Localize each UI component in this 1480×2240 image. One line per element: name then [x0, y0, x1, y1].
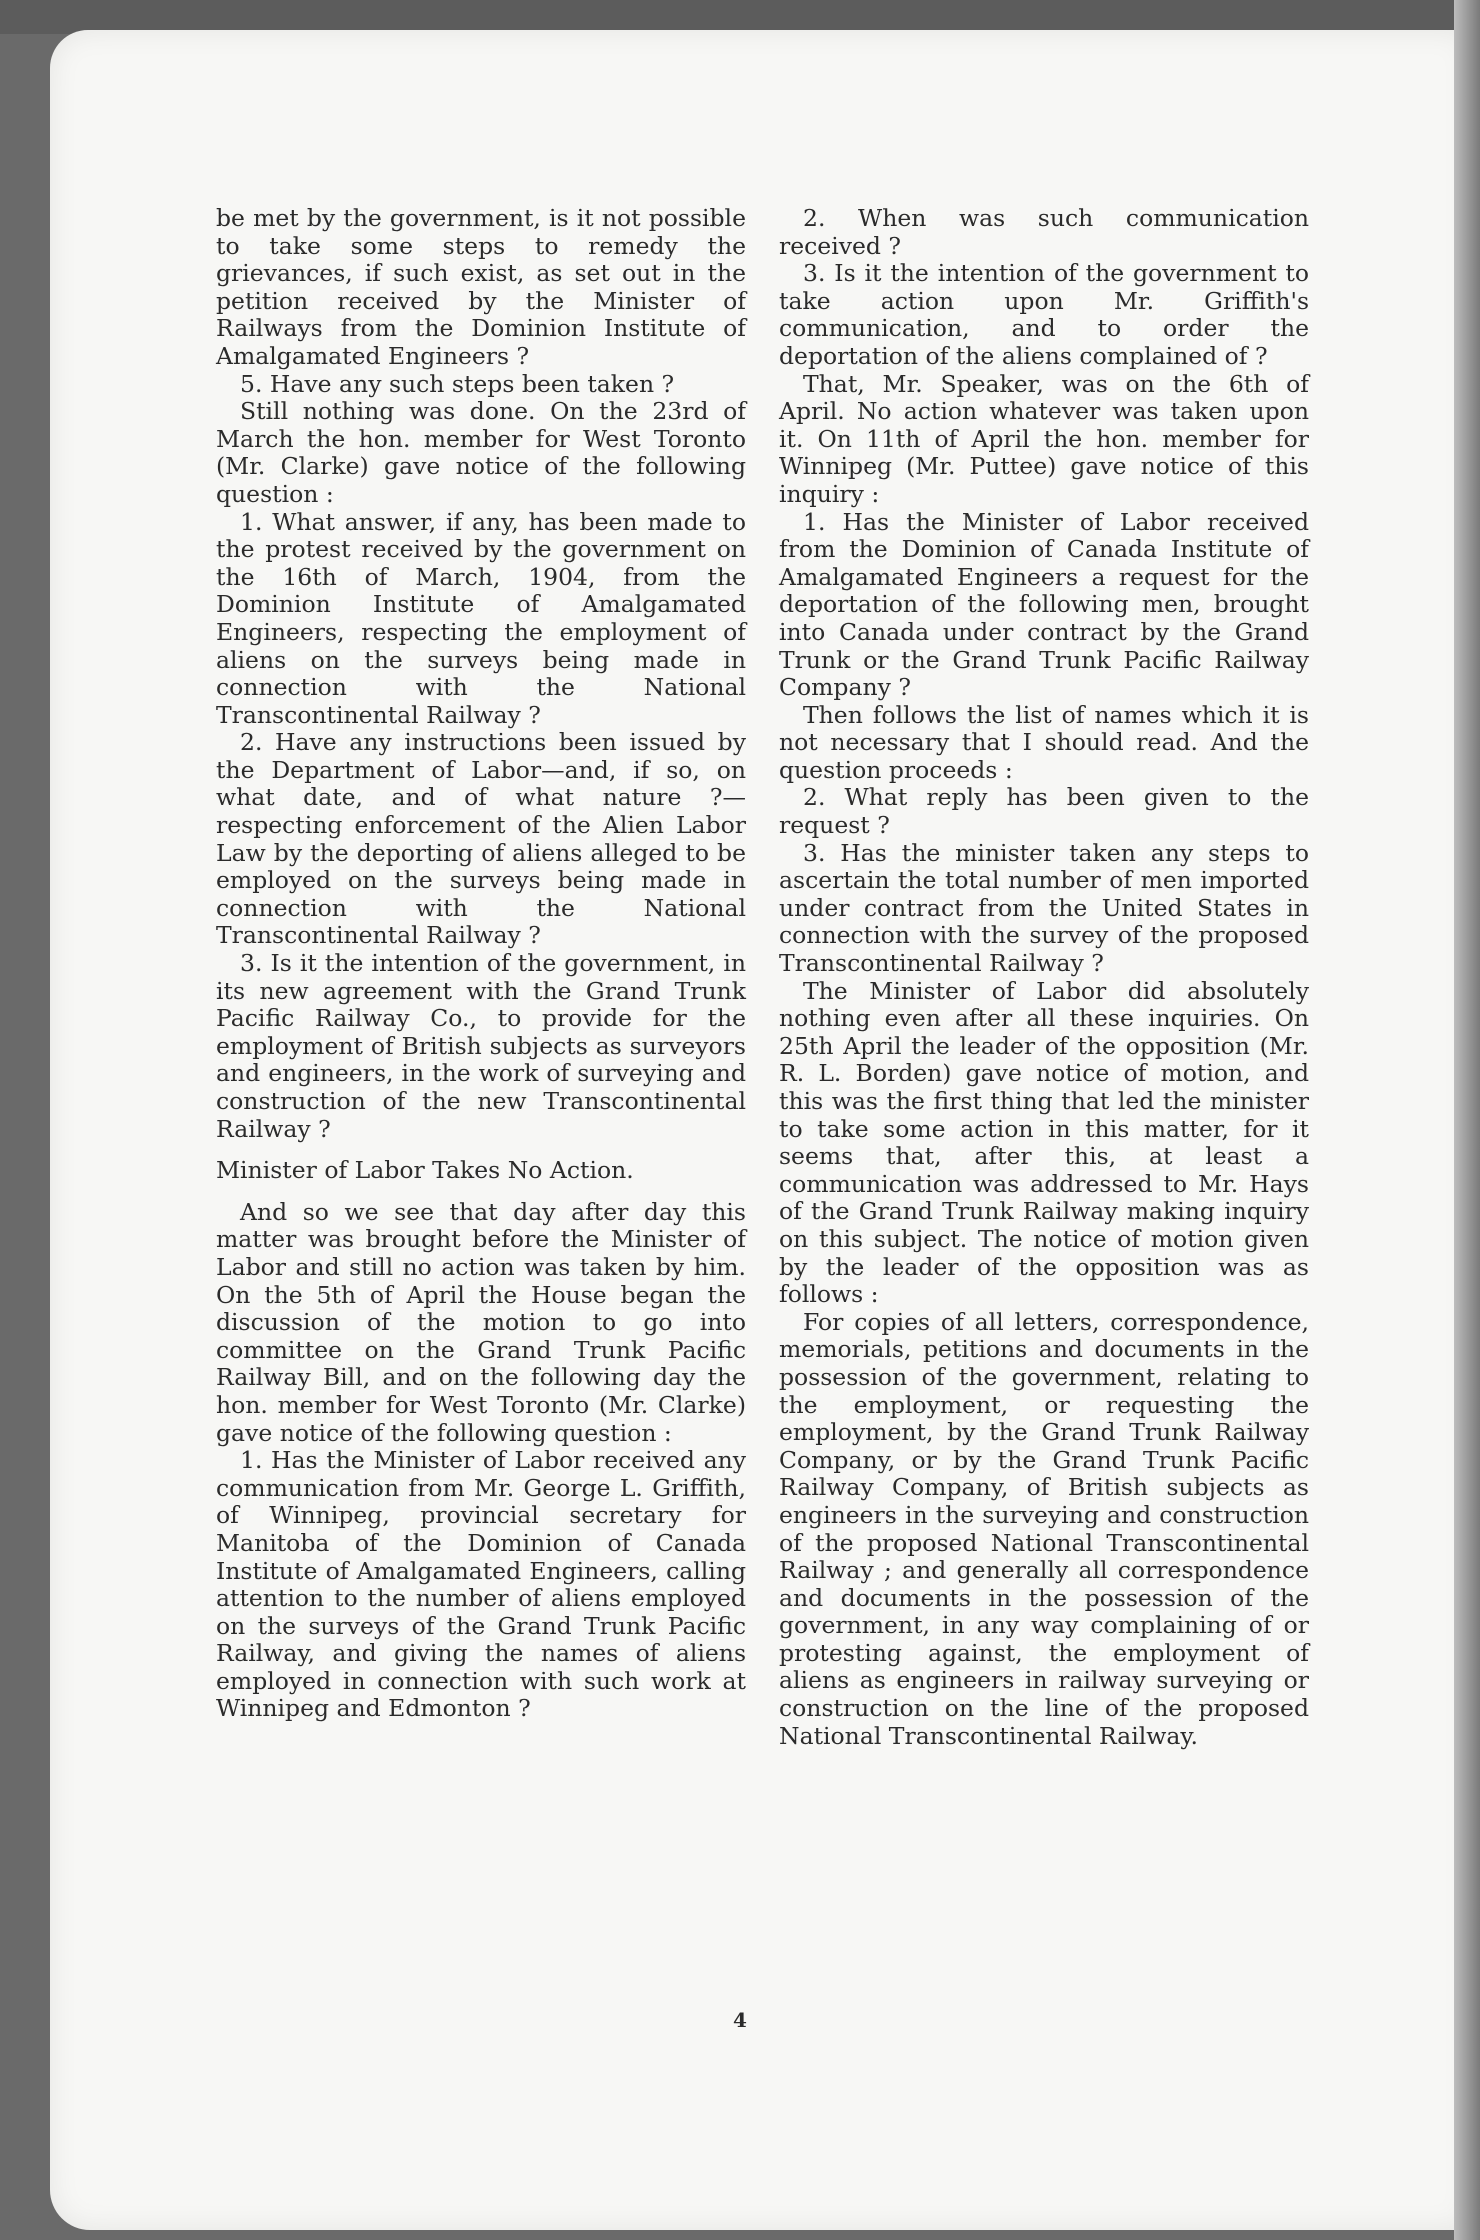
- paragraph: 2. When was such communication received ?: [779, 204, 1309, 260]
- right-column: [779, 205, 1309, 1750]
- paragraph: be met by the government, is it not possible to take some steps to remedy the grievances, if such exist, as set out in the petition received by the Minister of Railways from the Dominion Institute of Amalgamated Engineers ?: [216, 204, 746, 370]
- paragraph: That, Mr. Speaker, was on the 6th of April. No action whatever was taken upon it. On 11th of April the hon. member for Winnipeg (Mr. Puttee) gave notice of this inquiry :: [779, 369, 1309, 508]
- paragraph: 3. Has the minister taken any steps to ascertain the total number of men imported under contract from the United States in connection with the survey of the proposed Transcontinental Railway ?: [779, 838, 1309, 978]
- paragraph: 5. Have any such steps been taken ?: [240, 369, 675, 398]
- paragraph: Still nothing was done. On the 23rd of March the hon. member for West Toronto (Mr. Clarke) gave notice of the following question :: [216, 397, 746, 508]
- left-column: [216, 205, 746, 1723]
- section-heading: Minister of Labor Takes No Action.: [216, 1156, 634, 1185]
- paragraph: 1. Has the Minister of Labor received from the Dominion of Canada Institute of Amalgamated Engineers a request for the deportation of the following men, brought into Canada under contract by the Grand Trunk or the Grand Trunk Pacific Railway Company ?: [779, 507, 1309, 702]
- paragraph: 1. Has the Minister of Labor received any communication from Mr. George L. Griffith, of Winnipeg, provincial secretary for Manitoba of the Dominion of Canada Institute of Amalgamated Engineers, calling attention to the number of aliens employed on the surveys of the Grand Trunk Pacific Railway, and giving the names of aliens employed in connection with such work at Winnipeg and Edmonton ?: [216, 1446, 746, 1723]
- paragraph: 2. Have any instructions been issued by the Department of Labor—and, if so, on what date, and of what nature ?—respecting enforcement of the Alien Labor Law by the deporting of aliens alleged to be employed on the surveys being made in connection with the National Transcontinental Railway ?: [216, 728, 746, 950]
- page-number: 4: [733, 2008, 747, 2032]
- paragraph: For copies of all letters, correspondence, memorials, petitions and documents in the possession of the government, relating to the employment, or requesting the employment, by the Grand Trunk Railway Company, or by the Grand Trunk Pacific Railway Company, of British subjects as engineers in the surveying and construction of the proposed National Transcontinental Railway ; and generally all correspondence and documents in the possession of the government, in any way complaining of or protesting against, the employment of aliens as engineers in railway surveying or construction on the line of the proposed National Transcontinental Railway.: [779, 1307, 1309, 1750]
- paragraph: 3. Is it the intention of the government, in its new agreement with the Grand Trunk Pacific Railway Co., to provide for the employment of British subjects as surveyors and engineers, in the work of surveying and construction of the new Transcontinental Railway ?: [216, 949, 746, 1143]
- paragraph: Then follows the list of names which it is not necessary that I should read. And the question proceeds :: [779, 700, 1309, 784]
- paragraph: 2. What reply has been given to the request ?: [779, 783, 1309, 840]
- scan-right-edge: [1454, 0, 1480, 2240]
- scan-top-edge: [0, 0, 1480, 34]
- paragraph: 1. What answer, if any, has been made to the protest received by the government on the 16th of March, 1904, from the Dominion Institute of Amalgamated Engineers, respecting the employment of aliens on the surveys being made in connection with the National Transcontinental Railway ?: [216, 507, 746, 729]
- paragraph: The Minister of Labor did absolutely nothing even after all these inquiries. On 25th April the leader of the opposition (Mr. R. L. Borden) gave notice of motion, and this was the first thing that led the minister to take some action in this matter, for it seems that, after this, at least a communication was addressed to Mr. Hays of the Grand Trunk Railway making inquiry on this subject. The notice of motion given by the leader of the opposition was as follows :: [779, 976, 1309, 1309]
- paragraph: And so we see that day after day this matter was brought before the Minister of Labor and still no action was taken by him. On the 5th of April the House began the discussion of the motion to go into committee on the Grand Trunk Pacific Railway Bill, and on the following day the hon. member for West Toronto (Mr. Clarke) gave notice of the following question :: [216, 1197, 746, 1447]
- paragraph: 3. Is it the intention of the government to take action upon Mr. Griffith's communication, and to order the deportation of the aliens complained of ?: [779, 259, 1309, 370]
